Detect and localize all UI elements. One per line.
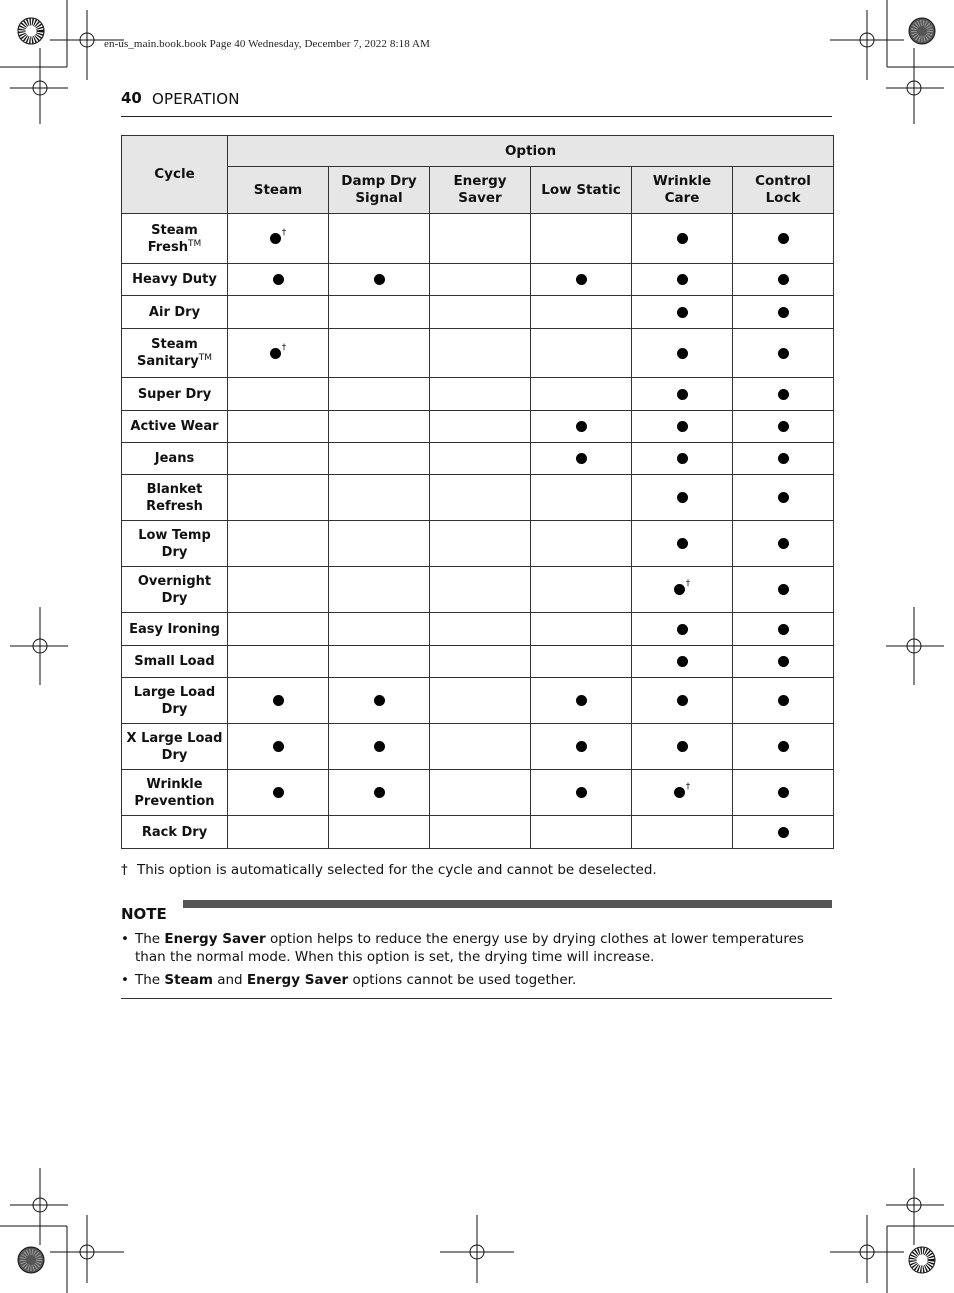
cycle-name	[122, 443, 228, 475]
bullet-dot-icon	[576, 695, 587, 706]
option-cell	[531, 646, 632, 678]
option-cell	[228, 411, 329, 443]
bullet-dot-icon	[778, 421, 789, 432]
bullet-dot-icon	[677, 389, 688, 400]
bullet-dot-icon	[778, 492, 789, 503]
bullet-dot-icon	[374, 787, 385, 798]
bullet-dot-icon	[674, 584, 685, 595]
table-row	[122, 816, 834, 849]
dagger-mark: †	[685, 579, 691, 589]
cycle-label: Overnight Dry	[137, 573, 212, 606]
option-cell	[733, 329, 834, 378]
option-cell	[329, 264, 430, 296]
option-cell	[632, 770, 733, 816]
bullet-dot-icon	[374, 274, 385, 285]
option-cell	[228, 770, 329, 816]
option-cell	[228, 475, 329, 521]
option-cell	[531, 567, 632, 613]
option-cell	[430, 613, 531, 646]
column-header: Energy Saver	[430, 167, 531, 214]
option-cell	[632, 296, 733, 329]
option-cell	[733, 443, 834, 475]
page-number: 40	[121, 89, 142, 107]
option-cell	[430, 770, 531, 816]
bullet-dot-icon	[677, 741, 688, 752]
note-text: The	[135, 931, 165, 947]
cycle-label: Jeans	[154, 451, 195, 466]
option-cell	[531, 816, 632, 849]
cycle-name	[122, 264, 228, 296]
option-cell	[430, 475, 531, 521]
option-cell	[531, 296, 632, 329]
option-cell	[733, 567, 834, 613]
note-item	[121, 971, 832, 989]
option-cell	[733, 521, 834, 567]
dagger-mark: †	[685, 782, 691, 792]
cycle-name	[122, 214, 228, 264]
note-item	[121, 930, 832, 966]
cycle-header: Cycle	[122, 136, 228, 214]
option-cell	[430, 329, 531, 378]
cycle-name	[122, 770, 228, 816]
option-cell	[430, 646, 531, 678]
bullet-dot-icon	[677, 348, 688, 359]
table-row	[122, 378, 834, 411]
option-cell	[632, 411, 733, 443]
option-cell	[632, 329, 733, 378]
print-slug: en-us_main.book.book Page 40 Wednesday, December 7, 2022 8:18 AM	[104, 38, 430, 50]
bullet-dot-icon	[778, 787, 789, 798]
table-row	[122, 443, 834, 475]
bullet-dot-icon	[374, 741, 385, 752]
option-cell	[329, 378, 430, 411]
option-cell	[632, 521, 733, 567]
bullet-dot-icon	[677, 656, 688, 667]
option-cell	[632, 475, 733, 521]
cycle-label: Steam Sanitary	[137, 337, 199, 369]
cycle-label: Heavy Duty	[132, 272, 217, 287]
option-cell	[733, 816, 834, 849]
bullet-dot-icon	[273, 741, 284, 752]
option-cell	[733, 724, 834, 770]
option-cell	[733, 613, 834, 646]
bullet-dot-icon	[677, 492, 688, 503]
note-text: option helps to reduce the energy use by drying clothes at lower temperatures than the normal mode. When this option is set, the drying time will increase.	[135, 931, 804, 965]
option-cell	[632, 443, 733, 475]
option-cell	[733, 770, 834, 816]
option-cell	[733, 264, 834, 296]
option-cell	[329, 816, 430, 849]
bullet-dot-icon	[778, 584, 789, 595]
cycle-label: Wrinkle Prevention	[134, 776, 215, 809]
option-cell	[228, 678, 329, 724]
table-row	[122, 521, 834, 567]
cycle-label: Low Temp Dry	[138, 527, 211, 560]
option-cell	[430, 411, 531, 443]
cycle-name	[122, 816, 228, 849]
cycle-label: Air Dry	[148, 304, 201, 320]
bullet-dot-icon	[270, 233, 281, 244]
bullet-dot-icon	[778, 827, 789, 838]
option-cell	[531, 264, 632, 296]
option-cell	[733, 378, 834, 411]
bullet-dot-icon	[677, 421, 688, 432]
option-cell	[531, 521, 632, 567]
option-cell	[228, 521, 329, 567]
option-cell	[228, 214, 329, 264]
column-header: Steam	[228, 167, 329, 214]
bullet-dot-icon	[273, 695, 284, 706]
dagger-mark: †	[281, 342, 287, 353]
bullet-dot-icon	[778, 741, 789, 752]
bullet-dot-icon	[677, 538, 688, 549]
footnote-symbol: †	[121, 862, 128, 878]
table-row	[122, 646, 834, 678]
option-cell	[228, 567, 329, 613]
cycle-name	[122, 329, 228, 378]
option-cell	[733, 475, 834, 521]
footnote-text: This option is automatically selected for the cycle and cannot be deselected.	[137, 862, 657, 878]
cycle-label: Active Wear	[130, 419, 219, 434]
option-cell	[329, 770, 430, 816]
table-row	[122, 475, 834, 521]
cycle-name	[122, 475, 228, 521]
bullet-dot-icon	[576, 274, 587, 285]
option-cell	[632, 567, 733, 613]
cycle-name	[122, 678, 228, 724]
option-cell	[228, 264, 329, 296]
option-cell	[632, 378, 733, 411]
option-cell	[531, 678, 632, 724]
bullet-dot-icon	[778, 389, 789, 400]
cycle-label: Small Load	[134, 654, 215, 669]
option-cell	[733, 678, 834, 724]
option-cell	[632, 816, 733, 849]
bullet-dot-icon	[677, 695, 688, 706]
bullet-dot-icon	[576, 741, 587, 752]
option-cell	[632, 646, 733, 678]
option-cell	[733, 646, 834, 678]
bullet-dot-icon	[778, 695, 789, 706]
option-cell	[531, 329, 632, 378]
table-row	[122, 724, 834, 770]
option-cell	[733, 296, 834, 329]
bullet-dot-icon	[677, 307, 688, 318]
option-cell	[430, 443, 531, 475]
cycle-label: Easy Ironing	[129, 621, 220, 637]
cycle-name	[122, 296, 228, 329]
option-cell	[531, 475, 632, 521]
option-cell	[632, 613, 733, 646]
option-cell	[632, 678, 733, 724]
cycle-label: Blanket Refresh	[146, 481, 203, 514]
option-cell	[531, 378, 632, 411]
note-bar	[183, 900, 832, 908]
bullet-dot-icon	[778, 656, 789, 667]
note-list	[121, 930, 832, 994]
bullet-dot-icon	[674, 787, 685, 798]
bullet-dot-icon	[374, 695, 385, 706]
cycle-name	[122, 613, 228, 646]
option-cell	[632, 214, 733, 264]
bullet-dot-icon	[677, 233, 688, 244]
option-cell	[430, 816, 531, 849]
option-cell	[228, 816, 329, 849]
option-cell	[228, 329, 329, 378]
option-cell	[329, 724, 430, 770]
bullet-dot-icon	[576, 453, 587, 464]
column-header: Control Lock	[733, 167, 834, 214]
option-cell	[329, 296, 430, 329]
option-cell	[531, 411, 632, 443]
bullet-dot-icon	[273, 274, 284, 285]
option-cell	[228, 378, 329, 411]
option-cell	[329, 613, 430, 646]
table-row	[122, 411, 834, 443]
bullet-dot-icon	[270, 348, 281, 359]
footnote	[121, 862, 657, 878]
cycle-option-table	[121, 135, 834, 849]
option-cell	[531, 770, 632, 816]
option-cell	[430, 264, 531, 296]
cycle-label: Super Dry	[137, 386, 212, 402]
bullet-dot-icon	[778, 538, 789, 549]
option-cell	[329, 214, 430, 264]
bullet-dot-icon	[576, 421, 587, 432]
option-cell	[228, 724, 329, 770]
table-row	[122, 567, 834, 613]
bullet-dot-icon	[778, 453, 789, 464]
option-cell	[329, 443, 430, 475]
option-cell	[430, 724, 531, 770]
note-text: and	[212, 972, 247, 988]
cycle-label: X Large Load Dry	[126, 730, 223, 763]
option-cell	[733, 411, 834, 443]
option-cell	[430, 678, 531, 724]
cycle-name	[122, 724, 228, 770]
table-row	[122, 264, 834, 296]
option-cell	[228, 613, 329, 646]
cycle-label: Large Load Dry	[133, 684, 216, 717]
bullet-dot-icon	[778, 274, 789, 285]
option-cell	[632, 724, 733, 770]
option-cell	[733, 214, 834, 264]
note-emphasis: Energy Saver	[246, 972, 349, 988]
note-text: The	[135, 972, 165, 988]
option-cell	[430, 378, 531, 411]
option-cell	[329, 475, 430, 521]
table-row	[122, 296, 834, 329]
bullet-dot-icon	[273, 787, 284, 798]
table-row	[122, 329, 834, 378]
option-cell	[430, 521, 531, 567]
trademark-mark: TM	[198, 353, 212, 363]
option-cell	[531, 214, 632, 264]
option-cell	[228, 443, 329, 475]
option-cell	[228, 296, 329, 329]
bullet-dot-icon	[677, 453, 688, 464]
option-cell	[329, 329, 430, 378]
option-cell	[329, 411, 430, 443]
option-cell	[228, 646, 329, 678]
note-divider	[121, 998, 832, 999]
option-cell	[632, 264, 733, 296]
option-cell	[430, 567, 531, 613]
cycle-name	[122, 646, 228, 678]
bullet-dot-icon	[576, 787, 587, 798]
table-row	[122, 214, 834, 264]
cycle-name	[122, 378, 228, 411]
option-cell	[329, 567, 430, 613]
option-cell	[531, 443, 632, 475]
option-cell	[430, 296, 531, 329]
option-cell	[531, 613, 632, 646]
note-emphasis: Energy Saver	[164, 931, 266, 947]
table-row	[122, 678, 834, 724]
note-text: options cannot be used together.	[348, 972, 577, 988]
option-cell	[329, 678, 430, 724]
bullet-dot-icon	[778, 624, 789, 635]
cycle-label: Rack Dry	[141, 824, 208, 840]
cycle-name	[122, 521, 228, 567]
option-cell	[329, 646, 430, 678]
page-header	[121, 89, 832, 117]
bullet-dot-icon	[677, 274, 688, 285]
dagger-mark: †	[281, 228, 287, 238]
trademark-mark: TM	[188, 238, 202, 249]
cycle-name	[122, 411, 228, 443]
column-header: Damp Dry Signal	[329, 167, 430, 214]
option-cell	[329, 521, 430, 567]
bullet-dot-icon	[778, 233, 789, 244]
cycle-name	[122, 567, 228, 613]
bullet-dot-icon	[778, 307, 789, 318]
bullet-dot-icon	[677, 624, 688, 635]
option-cell	[430, 214, 531, 264]
column-header: Wrinkle Care	[632, 167, 733, 214]
option-cell	[531, 724, 632, 770]
cycle-label: Steam Fresh	[147, 222, 198, 255]
bullet-dot-icon	[778, 348, 789, 359]
column-header: Low Static	[531, 167, 632, 214]
table-row	[122, 613, 834, 646]
option-header: Option	[228, 136, 834, 167]
note-title: NOTE	[121, 905, 167, 923]
note-emphasis: Steam	[164, 972, 213, 988]
section-title: OPERATION	[152, 90, 240, 108]
table-row	[122, 770, 834, 816]
